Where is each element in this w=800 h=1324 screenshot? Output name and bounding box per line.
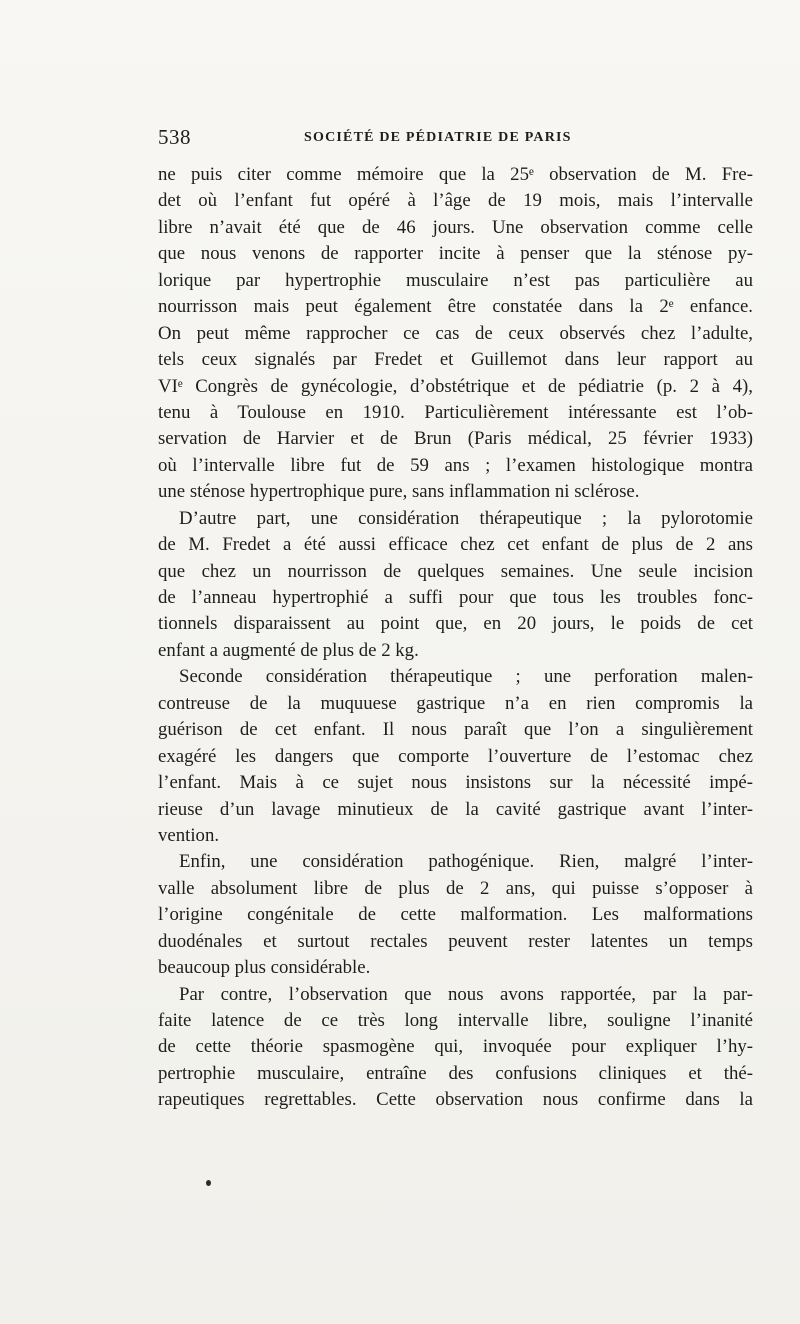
text-line: l’origine congénitale de cette malformation. Les malformations xyxy=(158,904,753,926)
text-line: libre n’avait été que de 46 jours. Une observation comme celle xyxy=(158,216,753,238)
text-line: une sténose hypertrophique pure, sans inflammation ni sclérose. xyxy=(158,481,640,503)
text-line: faite latence de ce très long intervalle libre, souligne l’inanité xyxy=(158,1010,753,1031)
body-text xyxy=(158,162,753,1114)
text-line: vention. xyxy=(158,824,220,846)
text-line: lorique par hypertrophie musculaire n’est pas particulière au xyxy=(158,269,753,291)
text-line: servation de Harvier et de Brun (Paris médical, 25 février 1933) xyxy=(158,428,753,450)
text-line: de cette théorie spasmogène qui, invoquée pour expliquer l’hy- xyxy=(158,1036,753,1058)
text-line: ne puis citer comme mémoire que la 25ᵉ observation de M. Fre- xyxy=(158,164,753,185)
text-line: enfant a augmenté de plus de 2 kg. xyxy=(158,639,419,661)
text-line: tionnels disparaissent au point que, en 20 jours, le poids de cet xyxy=(158,613,753,635)
text-line: rieuse d’un lavage minutieux de la cavité gastrique avant l’inter- xyxy=(158,798,753,820)
text-line: beaucoup plus considérable. xyxy=(158,957,371,979)
text-line: Par contre, l’observation que nous avons rapportée, par la par- xyxy=(179,983,753,1005)
running-title: SOCIÉTÉ DE PÉDIATRIE DE PARIS xyxy=(304,130,572,145)
text-line: Seconde considération thérapeutique ; une perforation malen- xyxy=(179,666,753,688)
text-line: l’enfant. Mais à ce sujet nous insistons sur la nécessité impé- xyxy=(158,772,753,794)
page-number: 538 xyxy=(158,125,191,149)
text-line: valle absolument libre de plus de 2 ans, qui puisse s’opposer à xyxy=(158,877,753,899)
text-line: VIᵉ Congrès de gynécologie, d’obstétrique et de pédiatrie (p. 2 à 4), xyxy=(158,375,753,397)
text-line: duodénales et surtout rectales peuvent rester latentes un temps xyxy=(158,930,753,952)
text-line: de l’anneau hypertrophié a suffi pour que tous les troubles fonc- xyxy=(158,587,753,608)
text-line: Enfin, une considération pathogénique. Rien, malgré l’inter- xyxy=(179,851,753,873)
text-line: exagéré les dangers que comporte l’ouverture de l’estomac chez xyxy=(158,745,753,767)
text-line: que nous venons de rapporter incite à penser que la sténose py- xyxy=(158,243,753,265)
text-line: tels ceux signalés par Fredet et Guillemot dans leur rapport au xyxy=(158,349,753,371)
text-line: guérison de cet enfant. Il nous paraît que l’on a singulièrement xyxy=(158,719,753,741)
text-line: de M. Fredet a été aussi efficace chez cet enfant de plus de 2 ans xyxy=(158,534,753,556)
text-line: rapeutiques regrettables. Cette observation nous confirme dans la xyxy=(158,1089,753,1111)
text-line: que chez un nourrisson de quelques semaines. Une seule incision xyxy=(158,560,753,582)
text-line: det où l’enfant fut opéré à l’âge de 19 mois, mais l’intervalle xyxy=(158,190,753,212)
text-line: On peut même rapprocher ce cas de ceux observés chez l’adulte, xyxy=(158,322,753,344)
text-line: où l’intervalle libre fut de 59 ans ; l’examen histologique montra xyxy=(158,454,753,476)
text-line: pertrophie musculaire, entraîne des confusions cliniques et thé- xyxy=(158,1062,753,1084)
text-line: D’autre part, une considération thérapeutique ; la pylorotomie xyxy=(179,507,753,529)
text-line: nourrisson mais peut également être constatée dans la 2ᵉ enfance. xyxy=(158,296,753,318)
text-line: tenu à Toulouse en 1910. Particulièrement intéressante est l’ob- xyxy=(158,401,753,423)
page-header xyxy=(158,125,753,155)
text-line: contreuse de la muquuese gastrique n’a en rien compromis la xyxy=(158,692,753,714)
page-mark xyxy=(206,1180,211,1186)
